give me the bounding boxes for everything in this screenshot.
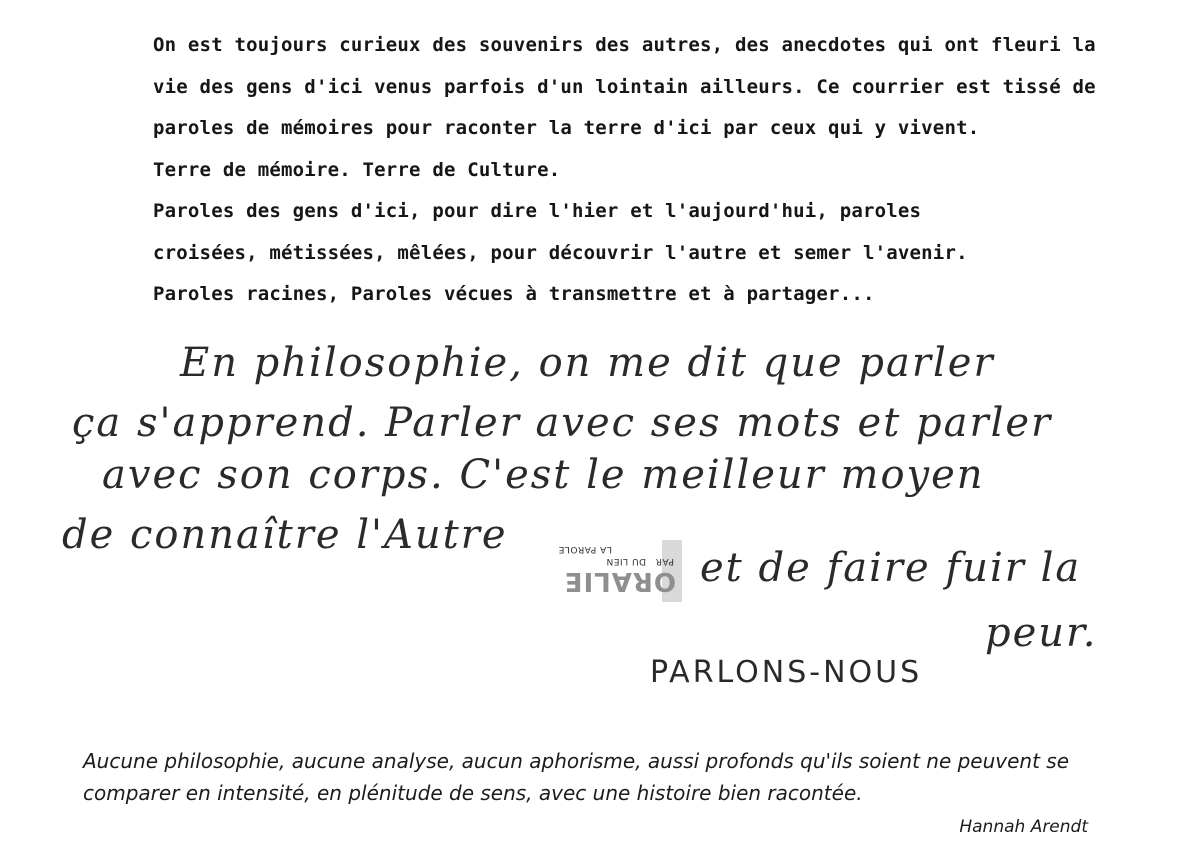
typed-line: Paroles des gens d'ici, pour dire l'hier et l'aujourd'hui, paroles bbox=[153, 200, 922, 222]
handwritten-line: En philosophie, on me dit que parler bbox=[180, 340, 995, 386]
quote-text: Aucune philosophie, aucune analyse, aucun aphorisme, aussi profonds qu'ils soient ne peuvent se comparer en intensité, en plénitude de sens, avec une histoire bien racontée. bbox=[83, 749, 1070, 805]
typed-line: paroles de mémoires pour raconter la terre d'ici par ceux qui y vivent. bbox=[153, 117, 980, 139]
oralie-logo bbox=[552, 540, 682, 602]
typed-paragraph bbox=[153, 30, 1113, 321]
typed-line: On est toujours curieux des souvenirs des autres, des anecdotes qui ont fleuri la bbox=[153, 34, 1096, 56]
logo-text: PAR bbox=[655, 556, 674, 566]
handwritten-line: de connaître l'Autre bbox=[62, 512, 508, 558]
typed-line: croisées, métissées, mêlées, pour découvrir l'autre et semer l'avenir. bbox=[153, 241, 968, 264]
logo-text: DU LIEN bbox=[606, 556, 646, 566]
handwritten-line: peur. bbox=[985, 610, 1098, 656]
quote-author: Hannah Arendt bbox=[959, 817, 1088, 837]
logo-mark: ORALIE bbox=[563, 566, 676, 596]
handwritten-line: et de faire fuir la bbox=[700, 545, 1082, 591]
logo-text: LA PAROLE bbox=[558, 544, 612, 554]
handwritten-line: avec son corps. C'est le meilleur moyen bbox=[102, 452, 985, 498]
typed-line: Paroles racines, Paroles vécues à transmettre et à partager... bbox=[153, 283, 875, 305]
typed-line: Terre de mémoire. Terre de Culture. bbox=[153, 158, 561, 181]
typed-line: vie des gens d'ici venus parfois d'un lointain ailleurs. Ce courrier est tissé de bbox=[153, 75, 1096, 98]
handwritten-line: ça s'apprend. Parler avec ses mots et parler bbox=[72, 400, 1053, 446]
signature: PARLONS-NOUS bbox=[650, 655, 923, 690]
